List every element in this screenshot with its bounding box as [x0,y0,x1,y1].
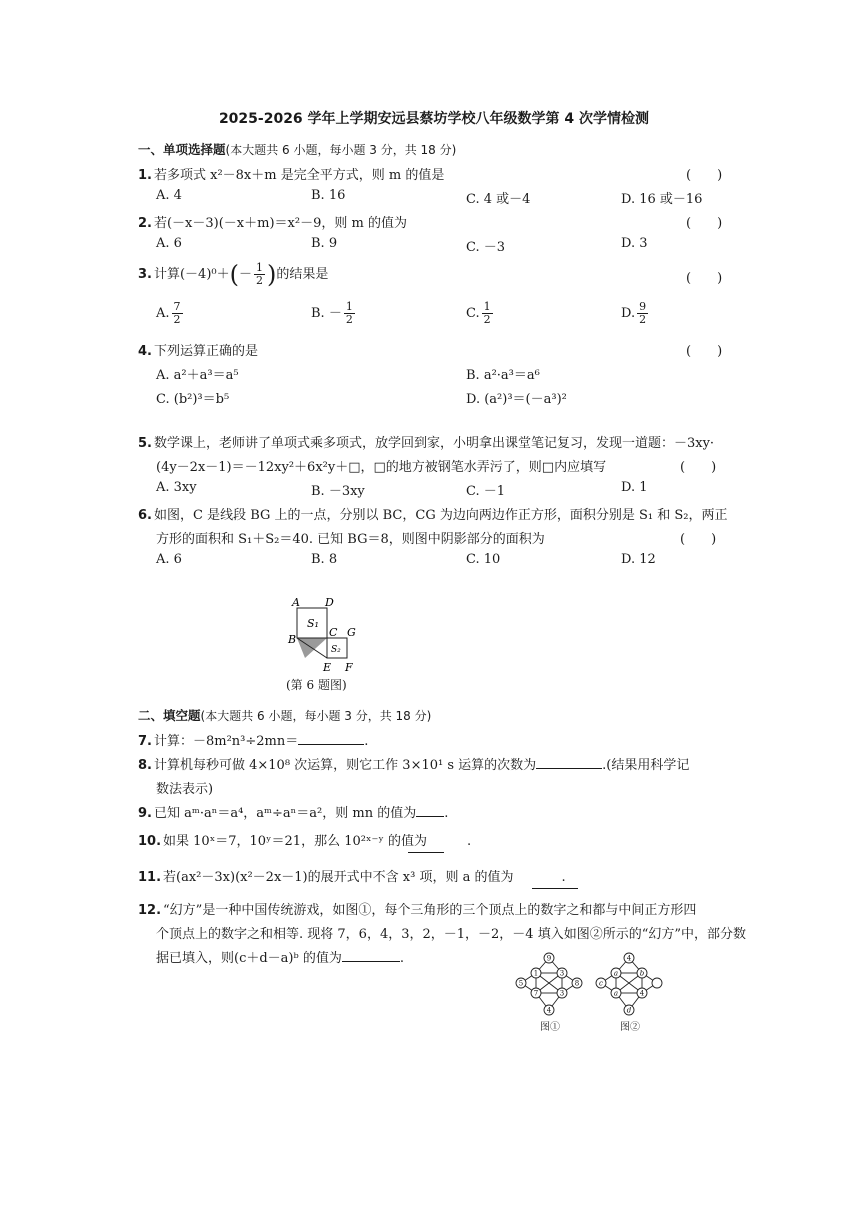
section-2-note: (本大题共 6 小题，每小题 3 分，共 18 分) [200,709,432,723]
label-b: B [288,633,297,646]
question-1 [138,164,444,183]
q2-text: 若(－x－3)(－x＋m)＝x²－9，则 m 的值为 [153,216,407,231]
q6-option-d: D. 12 [621,552,656,567]
section-1-note: (本大题共 6 小题，每小题 3 分，共 18 分) [225,143,457,157]
question-12 [138,899,696,918]
q6-line-2: 方形的面积和 S₁＋S₂＝40. 已知 BG＝8，则图中阴影部分的面积为 [156,532,545,547]
q1-text: 若多项式 x²－8x＋m 是完全平方式，则 m 的值是 [153,168,445,183]
q12-line-1: “幻方”是一种中国传统游戏，如图①，每个三角形的三个顶点上的数字之和都与中间正方形四 [163,903,697,918]
fig1-node-br: 3 [559,989,565,998]
q5-option-d: D. 1 [621,480,648,495]
question-3 [138,262,328,287]
q3-fraction [254,262,265,287]
label-d: D [325,596,334,609]
q3-option-b [311,301,357,326]
q5-line-2: (4y－2x－1)＝－12xy²＋6x²y＋□，□的地方被钢笔水弄污了，则□内应填写 [156,460,607,475]
fig2-node-tr: b [639,969,645,978]
q6-line-1: 如图，C 是线段 BG 上的一点，分别以 BC，CG 为边向两边作正方形，面积分别是 S₁ 和 S₂，两正 [153,508,728,523]
q1-option-c: C. 4 或－4 [466,192,531,207]
q12-figure-2-caption: 图② [620,1022,640,1033]
q7-tail: . [364,734,369,749]
q4-answer-paren: ( ) [686,344,723,359]
q3-d-den: 2 [639,313,647,326]
q3-left-paren: ( [229,260,239,289]
q9-number: 9. [138,806,152,821]
q4-option-b: B. a²·a³＝a⁶ [466,368,540,383]
q10-tail: . [466,834,472,849]
section-2-heading [138,706,431,724]
q1-option-d: D. 16 或－16 [621,192,703,207]
question-2 [138,212,407,231]
q12-figure-2 [594,952,664,1018]
q3-d-fraction [637,301,648,326]
q3-a-label: A. [156,306,170,321]
q3-right-paren: ) [267,260,277,289]
question-7 [138,730,368,749]
q3-option-d [621,301,650,326]
q10-text: 如果 10ˣ＝7，10ʸ＝21，那么 10²ˣ⁻ʸ 的值为 [163,834,427,849]
q3-number: 3. [138,267,152,282]
q3-minus: － [239,267,253,282]
fig1-node-bottom: 4 [546,1006,552,1015]
question-8 [138,754,689,773]
q10-answer-blank[interactable] [408,852,444,853]
question-10 [138,830,471,849]
section-1-heading [138,140,456,158]
q12-figure-1 [514,952,584,1018]
q5-answer-paren: ( ) [680,460,717,475]
q2-answer-paren: ( ) [686,216,723,231]
q3-b-num: 1 [345,300,353,313]
q12-tail: . [399,951,404,966]
q12-answer-blank[interactable] [342,948,400,962]
q4-option-c: C. (b²)³＝b⁵ [156,392,230,407]
q3-a-num: 7 [173,300,181,313]
q8-text: 计算机每秒可做 4×10⁸ 次运算，则它工作 3×10¹ s 运算的次数为 [153,758,537,773]
q4-text: 下列运算正确的是 [153,344,258,359]
q4-option-d: D. (a²)³＝(－a³)² [466,392,567,407]
q3-a-den: 2 [173,313,181,326]
q6-option-c: C. 10 [466,552,501,567]
q6-option-a: A. 6 [156,552,182,567]
fig1-node-tl: 1 [533,969,539,978]
question-5 [138,432,714,451]
q3-frac-denominator: 2 [256,274,264,287]
label-g: G [347,626,356,639]
q1-option-a: A. 4 [156,188,182,203]
q3-option-a [156,301,185,326]
q5-option-b: B. －3xy [311,484,365,499]
q1-answer-paren: ( ) [686,168,723,183]
label-e: E [323,661,332,674]
q8-line-2: 数法表示) [156,782,214,797]
q1-option-b: B. 16 [311,188,346,203]
fig2-node-bottom: d [626,1006,632,1015]
label-s2: S₂ [331,645,341,655]
q3-text-post: 的结果是 [276,267,329,282]
q12-line-3-text: 据已填入，则(c＋d－a)ᵇ 的值为 [156,951,342,966]
q3-c-num: 1 [483,300,491,313]
fig2-node-left: c [599,979,603,988]
q6-number: 6. [138,508,152,523]
q2-option-a: A. 6 [156,236,182,251]
q4-option-a: A. a²＋a³＝a⁵ [156,368,239,383]
q5-line-1: 数学课上，老师讲了单项式乘多项式，放学回到家，小明拿出课堂笔记复习，发现一道题：－3xy· [153,436,715,451]
fig2-node-top: 4 [626,954,632,963]
fig1-node-bl: 7 [533,989,539,998]
q1-number: 1. [138,168,152,183]
question-4 [138,340,258,359]
q6-figure-caption: (第 6 题图) [286,678,347,692]
q7-number: 7. [138,734,152,749]
section-2-title: 二、填空题 [138,708,201,723]
q3-b-fraction [344,301,355,326]
q5-option-a: A. 3xy [156,480,197,495]
label-f: F [345,661,353,674]
q8-tail: .(结果用科学记 [602,758,690,773]
q9-tail: . [444,806,449,821]
q11-number: 11. [138,870,162,885]
q9-answer-blank[interactable] [416,803,444,817]
q3-b-den: 2 [345,313,353,326]
q11-text: 若(ax²－3x)(x²－2x－1)的展开式中不含 x³ 项，则 a 的值为 [163,870,514,885]
q3-a-fraction [172,301,183,326]
q3-b-label: B. － [311,306,342,321]
q2-number: 2. [138,216,152,231]
question-6 [138,504,727,523]
fig1-node-tr: 3 [559,969,565,978]
q3-d-label: D. [621,306,636,321]
q5-option-c: C. －1 [466,484,506,499]
q6-option-b: B. 8 [311,552,338,567]
q5-number: 5. [138,436,152,451]
section-1-title: 一、单项选择题 [138,142,226,157]
label-s1: S₁ [307,617,319,630]
q2-option-b: B. 9 [311,236,338,251]
q3-c-label: C. [466,306,480,321]
fig1-node-right: 8 [574,979,580,988]
question-11 [138,866,566,885]
label-a: A [292,596,300,609]
q12-line-2: 个顶点上的数字之和相等. 现将 7，6，4，3，2，－1，－2，－4 填入如图②所示的“幻方”中，部分数 [156,927,746,942]
q3-option-c [466,301,495,326]
q12-line-3 [156,947,404,966]
q3-d-num: 9 [639,300,647,313]
q4-number: 4. [138,344,152,359]
q6-figure [285,596,365,676]
q11-answer-blank[interactable] [532,888,578,889]
q8-answer-blank[interactable] [536,755,602,769]
q12-number: 12. [138,903,162,918]
label-c: C [329,626,338,639]
fig2-node-br: 4 [639,989,645,998]
q11-tail: . [561,870,566,885]
q9-text: 已知 aᵐ·aⁿ＝a⁴，aᵐ÷aⁿ＝a²，则 mn 的值为 [153,806,417,821]
q3-answer-paren: ( ) [686,271,723,286]
fig1-node-top: 9 [546,954,552,963]
q10-number: 10. [138,834,162,849]
fig2-node-bl: a [613,989,619,998]
q3-frac-numerator: 1 [256,261,264,274]
q7-answer-blank[interactable] [298,731,364,745]
q12-figure-1-caption: 图① [540,1022,560,1033]
q2-option-c: C. －3 [466,240,506,255]
fig1-node-left: 5 [518,979,524,988]
question-9 [138,802,448,821]
q8-number: 8. [138,758,152,773]
q6-answer-paren: ( ) [680,532,717,547]
q2-option-d: D. 3 [621,236,648,251]
q3-c-den: 2 [483,313,491,326]
q7-text: 计算：－8m²n³÷2mn＝ [153,734,299,749]
q3-c-fraction [482,301,493,326]
page-title: 2025-2026 学年上学期安远县蔡坊学校八年级数学第 4 次学情检测 [218,111,650,127]
fig2-node-tl: a [613,969,619,978]
q3-text-pre: 计算(－4)⁰＋ [153,267,230,282]
